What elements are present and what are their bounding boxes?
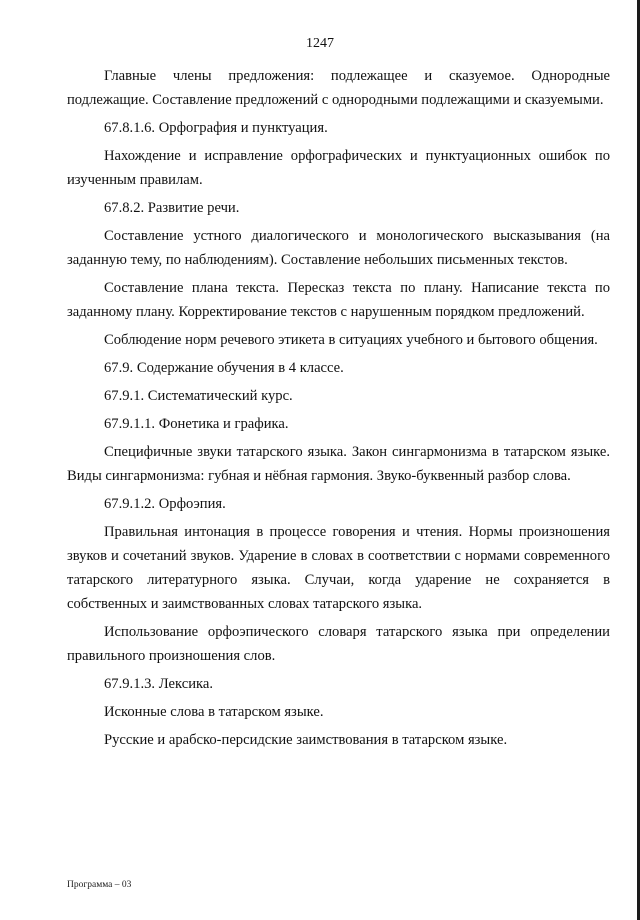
paragraph-speech-etiquette: Соблюдение норм речевого этикета в ситуациях учебного и бытового общения. (104, 332, 598, 348)
footer-program-label: Программа – 03 (67, 880, 132, 890)
heading-67-9-1: 67.9.1. Систематический курс. (104, 388, 293, 404)
paragraph-orthoepic-dictionary: Использование орфоэпического словаря татарского языка при определении правильного произношения слов. (67, 624, 610, 664)
paragraph-oral-statements: Составление устного диалогического и монологического высказывания (на заданную тему, по наблюдениям). Составление небольших письменных текстов. (67, 228, 610, 268)
paragraph-native-words: Исконные слова в татарском языке. (104, 704, 324, 720)
heading-67-9-1-3: 67.9.1.3. Лексика. (104, 676, 214, 692)
page-number: 1247 (306, 36, 334, 51)
document-body (67, 64, 610, 756)
heading-67-8-2: 67.8.2. Развитие речи. (104, 200, 240, 216)
paragraph-intonation: Правильная интонация в процессе говорения и чтения. Нормы произношения звуков и сочетаний звуков. Ударение в словах в соответствии с нормами современного татарского литературного языка. Случаи, когда ударение не сохраняется в собственных и заимствованных словах татарского языка. (67, 524, 610, 612)
heading-67-8-1-6: 67.8.1.6. Орфография и пунктуация. (104, 120, 328, 136)
heading-67-9-1-1: 67.9.1.1. Фонетика и графика. (104, 416, 289, 432)
paragraph-main-members: Главные члены предложения: подлежащее и сказуемое. Однородные подлежащие. Составление предложений с однородными подлежащими и сказуемыми. (67, 68, 610, 108)
paragraph-text-plan: Составление плана текста. Пересказ текста по плану. Написание текста по заданному плану. Корректирование текстов с нарушенным порядком предложений. (67, 280, 610, 320)
paragraph-error-correction: Нахождение и исправление орфографических и пунктуационных ошибок по изученным правилам. (67, 148, 610, 188)
heading-67-9-1-2: 67.9.1.2. Орфоэпия. (104, 496, 226, 512)
paragraph-specific-sounds: Специфичные звуки татарского языка. Закон сингармонизма в татарском языке. Виды сингармонизма: губная и нёбная гармония. Звуко-буквенный разбор слова. (67, 444, 610, 484)
paragraph-borrowings: Русские и арабско-персидские заимствования в татарском языке. (104, 732, 508, 748)
heading-67-9: 67.9. Содержание обучения в 4 классе. (104, 360, 344, 376)
